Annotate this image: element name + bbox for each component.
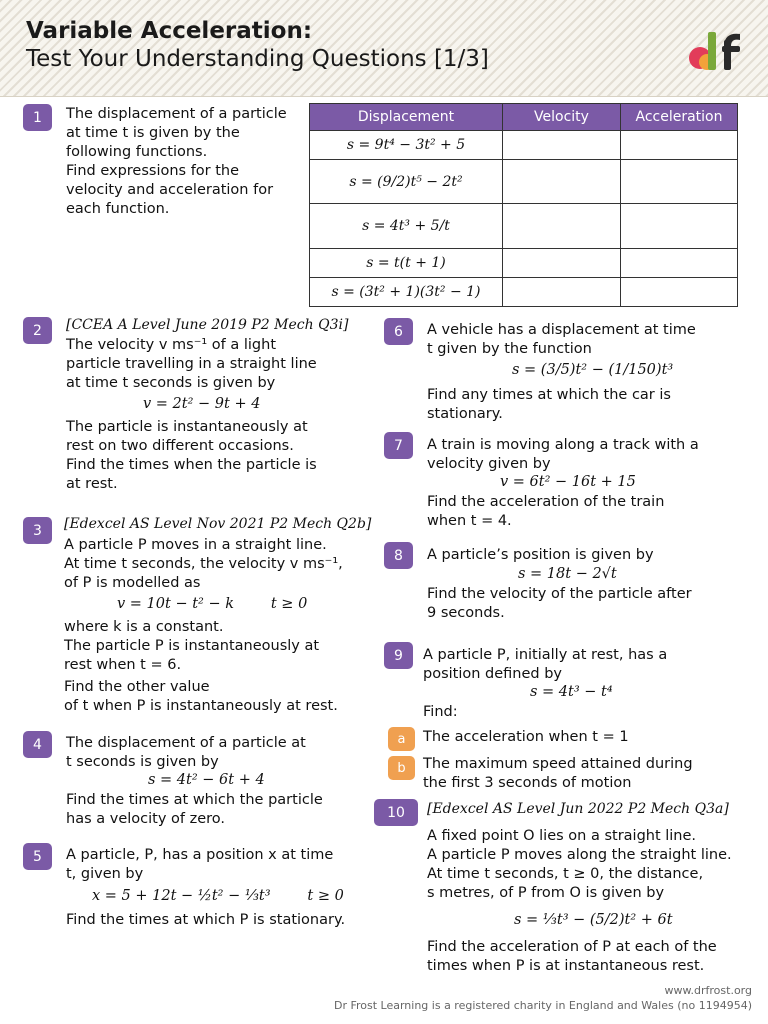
page-subtitle: Test Your Understanding Questions [1/3] xyxy=(26,46,489,72)
table-row xyxy=(310,131,738,160)
q7-line: when t = 4. xyxy=(427,513,512,529)
q1-line: velocity and acceleration for xyxy=(66,182,274,198)
q2-equation: v = 2t² − 9t + 4 xyxy=(143,396,261,412)
displacement-cell: s = (3t² + 1)(3t² − 1) xyxy=(310,278,503,307)
table-row xyxy=(310,204,738,249)
q9-equation: s = 4t³ − t⁴ xyxy=(530,684,613,700)
q6-line: t given by the function xyxy=(427,341,592,357)
velocity-cell[interactable] xyxy=(503,278,621,307)
q9-part-a-text: The acceleration when t = 1 xyxy=(423,729,629,745)
acceleration-cell[interactable] xyxy=(621,278,738,307)
q3-line: of t when P is instantaneously at rest. xyxy=(64,698,338,714)
q6-line: Find any times at which the car is xyxy=(427,387,671,403)
q9-part-b-text: the first 3 seconds of motion xyxy=(423,775,632,791)
question-number-badge: 5 xyxy=(23,843,52,870)
displacement-cell: s = 4t³ + 5/t xyxy=(310,204,503,249)
acceleration-cell[interactable] xyxy=(621,160,738,204)
q2-line: The velocity v ms⁻¹ of a light xyxy=(66,337,277,353)
q4-line: Find the times at which the particle xyxy=(66,792,323,808)
q2-line: rest on two different occasions. xyxy=(66,438,294,454)
table-row xyxy=(310,160,738,204)
velocity-cell[interactable] xyxy=(503,204,621,249)
q3-line: where k is a constant. xyxy=(64,619,224,635)
question-number-badge: 4 xyxy=(23,731,52,758)
q9-find-label: Find: xyxy=(423,704,458,720)
q1-function-table xyxy=(309,103,738,307)
question-number-badge: 9 xyxy=(384,642,413,669)
q10-equation: s = ⅓t³ − (5/2)t² + 6t xyxy=(514,912,673,928)
q2-line: at rest. xyxy=(66,476,118,492)
drfrost-logo xyxy=(686,26,748,74)
q3-equation: v = 10t − t² − k t ≥ 0 xyxy=(117,596,308,612)
q3-line: Find the other value xyxy=(64,679,210,695)
q1-line: The displacement of a particle xyxy=(66,106,287,122)
page-title: Variable Acceleration: xyxy=(26,18,313,44)
acceleration-cell[interactable] xyxy=(621,249,738,278)
q3-line: A particle P moves in a straight line. xyxy=(64,537,327,553)
question-number-badge: 3 xyxy=(23,517,52,544)
displacement-cell: s = (9/2)t⁵ − 2t² xyxy=(310,160,503,204)
q9-line: A particle P, initially at rest, has a xyxy=(423,647,668,663)
question-source: [Edexcel AS Level Jun 2022 P2 Mech Q3a] xyxy=(427,801,729,817)
q7-line: Find the acceleration of the train xyxy=(427,494,665,510)
q2-line: The particle is instantaneously at xyxy=(66,419,308,435)
q5-equation: x = 5 + 12t − ½t² − ⅓t³ t ≥ 0 xyxy=(92,888,344,904)
q3-line: of P is modelled as xyxy=(64,575,201,591)
q3-line: The particle P is instantaneously at xyxy=(64,638,320,654)
velocity-cell[interactable] xyxy=(503,131,621,160)
q5-line: Find the times at which P is stationary. xyxy=(66,912,346,928)
column-header: Acceleration xyxy=(621,104,738,131)
q1-line: each function. xyxy=(66,201,170,217)
q10-line: A fixed point O lies on a straight line. xyxy=(427,828,697,844)
question-number-badge: 6 xyxy=(384,318,413,345)
table-header-row xyxy=(310,104,738,131)
q4-line: t seconds is given by xyxy=(66,754,219,770)
velocity-cell[interactable] xyxy=(503,249,621,278)
q2-line: particle travelling in a straight line xyxy=(66,356,317,372)
question-number-badge: 10 xyxy=(374,799,418,826)
q10-line: A particle P moves along the straight line. xyxy=(427,847,732,863)
q6-line: A vehicle has a displacement at time xyxy=(427,322,696,338)
q8-line: A particle’s position is given by xyxy=(427,547,654,563)
q1-line: Find expressions for the xyxy=(66,163,240,179)
q1-line: following functions. xyxy=(66,144,208,160)
question-number-badge: 7 xyxy=(384,432,413,459)
acceleration-cell[interactable] xyxy=(621,204,738,249)
q5-line: A particle, P, has a position x at time xyxy=(66,847,334,863)
q4-line: has a velocity of zero. xyxy=(66,811,225,827)
acceleration-cell[interactable] xyxy=(621,131,738,160)
velocity-cell[interactable] xyxy=(503,160,621,204)
table-row xyxy=(310,278,738,307)
question-number-badge: 8 xyxy=(384,542,413,569)
page-header xyxy=(0,0,768,97)
q3-line: rest when t = 6. xyxy=(64,657,182,673)
q4-equation: s = 4t² − 6t + 4 xyxy=(148,772,265,788)
question-number-badge: 2 xyxy=(23,317,52,344)
displacement-cell: s = t(t + 1) xyxy=(310,249,503,278)
q5-line: t, given by xyxy=(66,866,144,882)
footer-charity-notice: Dr Frost Learning is a registered charity in England and Wales (no 1194954) xyxy=(333,999,752,1012)
q9-line: position defined by xyxy=(423,666,563,682)
q4-line: The displacement of a particle at xyxy=(66,735,306,751)
table-row xyxy=(310,249,738,278)
q8-line: 9 seconds. xyxy=(427,605,505,621)
question-source: [Edexcel AS Level Nov 2021 P2 Mech Q2b] xyxy=(64,516,372,532)
column-header: Velocity xyxy=(503,104,621,131)
question-source: [CCEA A Level June 2019 P2 Mech Q3i] xyxy=(66,317,349,333)
q8-equation: s = 18t − 2√t xyxy=(518,566,617,582)
column-header: Displacement xyxy=(310,104,503,131)
q10-line: times when P is at instantaneous rest. xyxy=(427,958,705,974)
q10-line: Find the acceleration of P at each of the xyxy=(427,939,717,955)
q7-line: velocity given by xyxy=(427,456,551,472)
q1-line: at time t is given by the xyxy=(66,125,240,141)
q2-line: Find the times when the particle is xyxy=(66,457,317,473)
part-a-badge: a xyxy=(388,727,415,751)
displacement-cell: s = 9t⁴ − 3t² + 5 xyxy=(310,131,503,160)
question-number-badge: 1 xyxy=(23,104,52,131)
q7-equation: v = 6t² − 16t + 15 xyxy=(500,474,636,490)
q8-line: Find the velocity of the particle after xyxy=(427,586,692,602)
q9-part-b-text: The maximum speed attained during xyxy=(423,756,693,772)
q10-line: s metres, of P from O is given by xyxy=(427,885,665,901)
q7-line: A train is moving along a track with a xyxy=(427,437,699,453)
q3-line: At time t seconds, the velocity v ms⁻¹, xyxy=(64,556,343,572)
q10-line: At time t seconds, t ≥ 0, the distance, xyxy=(427,866,704,882)
q6-equation: s = (3/5)t² − (1/150)t³ xyxy=(512,362,674,378)
q2-line: at time t seconds is given by xyxy=(66,375,276,391)
footer-url[interactable]: www.drfrost.org xyxy=(664,984,752,997)
part-b-badge: b xyxy=(388,756,415,780)
q6-line: stationary. xyxy=(427,406,503,422)
